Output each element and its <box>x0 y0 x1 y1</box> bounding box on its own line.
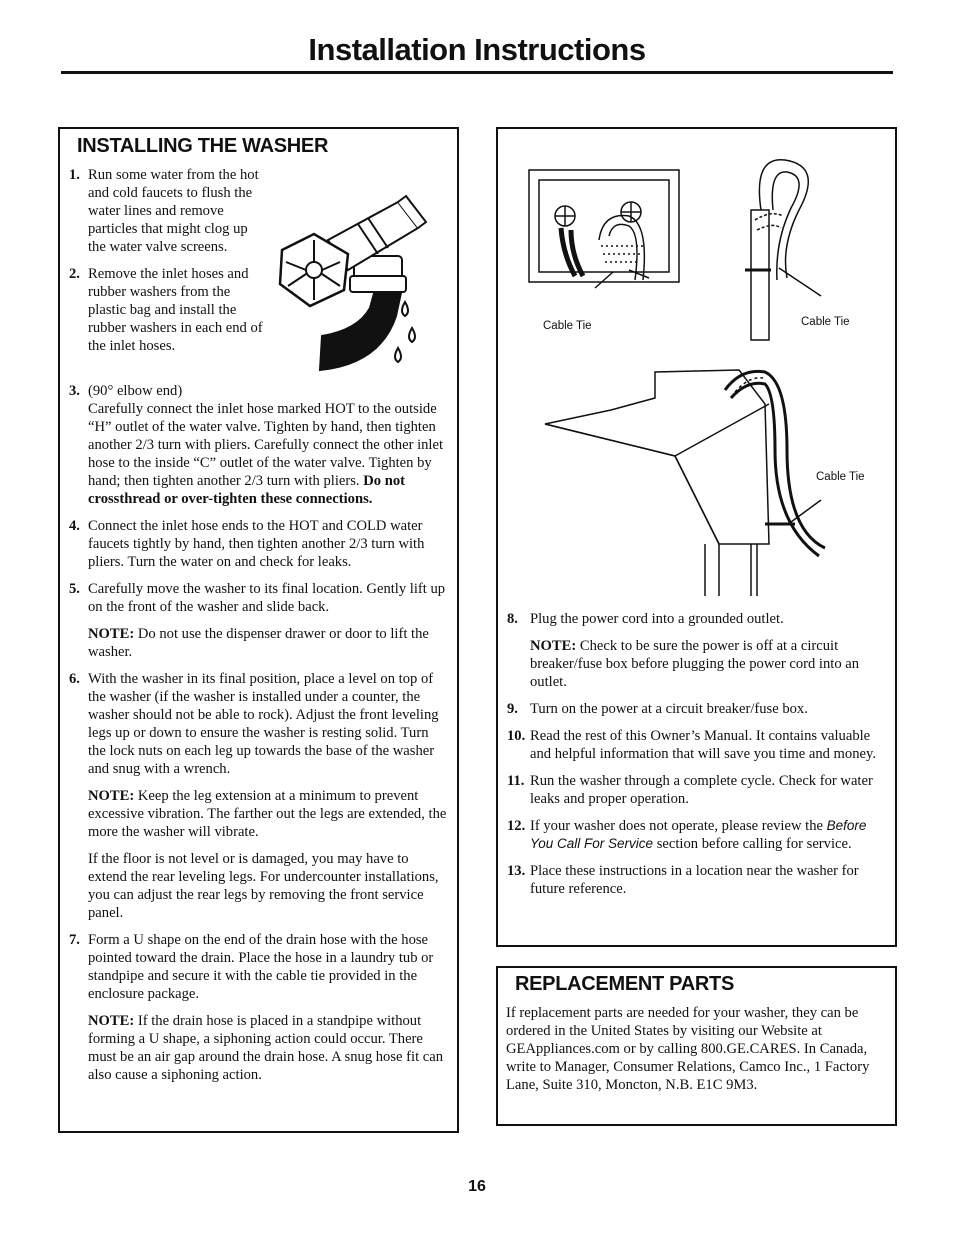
section-reference: Before You Call For Service <box>530 818 867 851</box>
step-5 <box>60 580 448 661</box>
step-9 <box>498 700 886 718</box>
note-label: NOTE: <box>530 638 577 654</box>
cable-tie-label: Cable Tie <box>816 471 865 483</box>
step-number: 8. <box>507 611 518 627</box>
step-2 <box>60 265 268 355</box>
step-number: 1. <box>69 167 80 183</box>
step-7 <box>60 931 448 1084</box>
step-13 <box>498 862 886 898</box>
step-number: 4. <box>69 518 80 534</box>
step-text: Carefully move the washer to its final location. Gently lift up on the front of the washer and slide back. <box>88 581 446 615</box>
cable-tie-label: Cable Tie <box>801 316 850 328</box>
step-8 <box>498 610 886 691</box>
step-1 <box>60 166 268 256</box>
step-6 <box>60 670 448 922</box>
note-text: If the drain hose is placed in a standpipe without forming a U shape, a siphoning action could occur. There must be an air gap around the drain hose. A snug hose fit can also cause a siphoning action. <box>88 1013 444 1083</box>
step-text: Plug the power cord into a grounded outlet. <box>530 611 784 627</box>
note-text: Check to be sure the power is off at a circuit breaker/fuse box before plugging the power cord into an outlet. <box>530 638 860 690</box>
note-label: NOTE: <box>88 626 135 642</box>
installing-heading: INSTALLING THE WASHER <box>77 135 329 157</box>
step-number: 5. <box>69 581 80 597</box>
step-text: If your washer does not operate, please review the <box>530 818 823 834</box>
step-4 <box>60 517 448 571</box>
step-text-end: section before calling for service. <box>656 836 852 852</box>
step-intro: (90° elbow end) <box>88 383 183 399</box>
step-number: 12. <box>507 818 526 834</box>
step-number: 9. <box>507 701 518 717</box>
note-text: Do not use the dispenser drawer or door to lift the washer. <box>88 626 429 660</box>
step-number: 11. <box>507 773 525 789</box>
title-rule <box>61 71 893 74</box>
installing-steps-top <box>60 166 268 364</box>
step-warning: Do not crossthread or over-tighten these connections. <box>88 473 405 507</box>
step-number: 3. <box>69 383 80 399</box>
step-3 <box>60 382 448 508</box>
page-title: Installation Instructions <box>308 32 646 67</box>
step-text: Read the rest of this Owner’s Manual. It contains valuable and helpful information that will save you time and money. <box>530 728 876 762</box>
replacement-parts-text: If replacement parts are needed for your washer, they can be ordered in the United States by visiting our Website at GEAppliances.com or by calling 800.GE.CARES. In Canada, write to Manager, Consumer Relations, Camco Inc., 1 Factory Lane, Suite 310, Moncton, N.B. E1C 9M3. <box>506 1005 870 1093</box>
step-11 <box>498 772 886 808</box>
step-extra: If the floor is not level or is damaged, you may have to extend the rear leveling legs. For undercounter installations, you can adjust the rear legs by removing the front service panel. <box>88 851 439 921</box>
note-label: NOTE: <box>88 788 135 804</box>
step-text: Place these instructions in a location near the washer for future reference. <box>530 863 859 897</box>
step-12 <box>498 817 886 853</box>
installing-steps-main <box>60 382 448 1093</box>
step-number: 7. <box>69 932 80 948</box>
step-text: Run some water from the hot and cold faucets to flush the water lines and remove particles that might clog up the water valve screens. <box>88 167 259 255</box>
continued-steps <box>498 610 886 907</box>
step-number: 13. <box>507 863 526 879</box>
step-text: With the washer in its final position, place a level on top of the washer (if the washer is installed under a counter, the washer should not be able to rock). Adjust the front leveling legs up or down to ensure the washer is resting solid. Turn the lock nuts on each leg up towards the base of the washer and snug with a wrench. <box>88 671 439 777</box>
cable-tie-illustration <box>525 150 875 600</box>
step-text: Connect the inlet hose ends to the HOT and COLD water faucets tightly by hand, then tighten another 2/3 turn with pliers. Turn the water on and check for leaks. <box>88 518 425 570</box>
step-text: Carefully connect the inlet hose marked HOT to the outside “H” outlet of the water valve. Tighten by hand, then tighten another 2/3 turn with pliers. Carefully connect the other inlet hose to the inside “C” outlet of the water valve. Tighten by hand; then tighten another 2/3 turn with pliers. <box>88 401 444 489</box>
note-label: NOTE: <box>88 1013 135 1029</box>
step-text: Run the washer through a complete cycle. Check for water leaks and proper operation. <box>530 773 873 807</box>
step-number: 10. <box>507 728 526 744</box>
step-number: 2. <box>69 266 80 282</box>
water-valve-illustration <box>278 188 428 378</box>
step-text: Turn on the power at a circuit breaker/fuse box. <box>530 701 808 717</box>
step-10 <box>498 727 886 763</box>
step-text: Form a U shape on the end of the drain hose with the hose pointed toward the drain. Place the hose in a laundry tub or standpipe and secure it with the cable tie provided in the enclosure package. <box>88 932 434 1002</box>
replacement-parts-heading: REPLACEMENT PARTS <box>515 973 734 995</box>
note-text: Keep the leg extension at a minimum to prevent excessive vibration. The farther out the legs are extended, the more the washer will vibrate. <box>88 788 447 840</box>
step-text: Remove the inlet hoses and rubber washers from the plastic bag and install the rubber washers in each end of the inlet hoses. <box>88 266 263 354</box>
cable-tie-label: Cable Tie <box>543 320 592 332</box>
page-number: 16 <box>468 1178 486 1195</box>
step-number: 6. <box>69 671 80 687</box>
